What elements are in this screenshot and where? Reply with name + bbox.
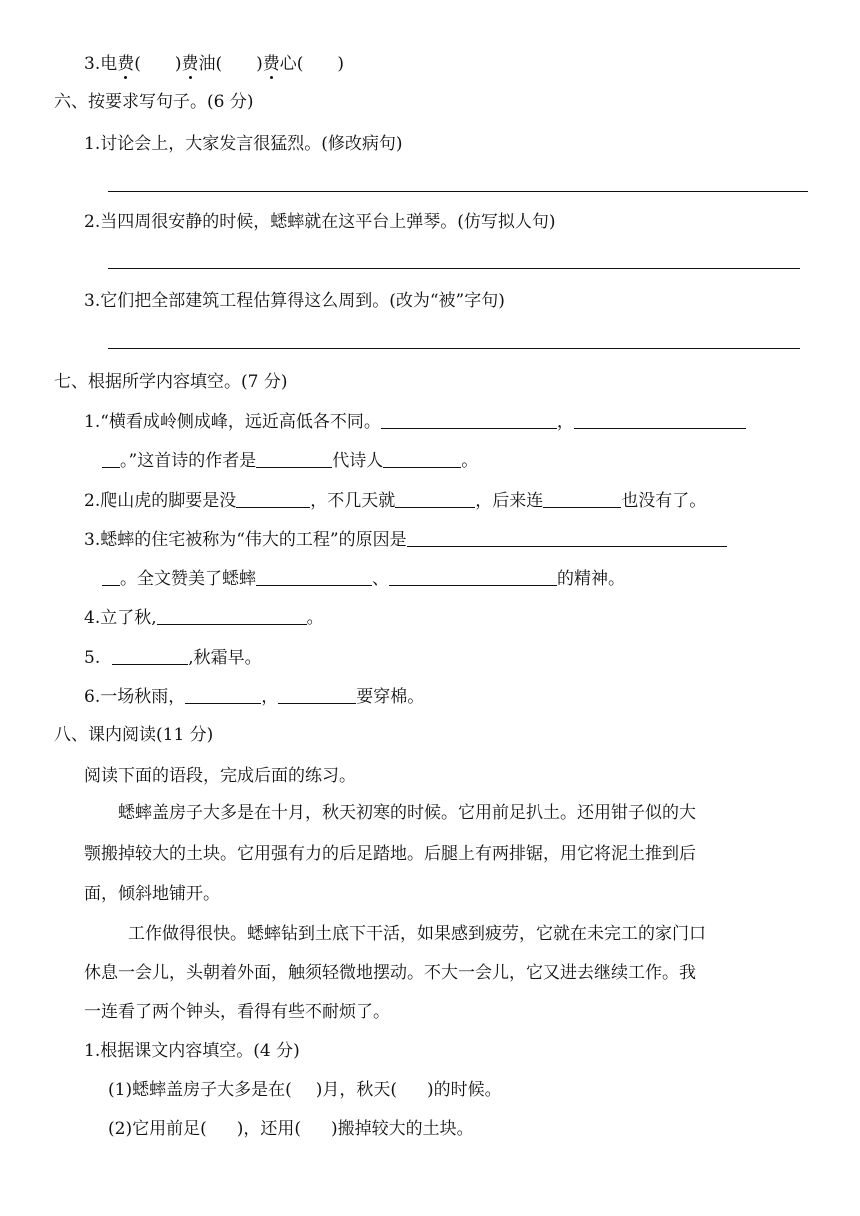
section7-q2 [84,489,706,513]
q-text: (1)蟋蟀盖房子大多是在( [108,1080,292,1100]
q-text: (2)它用前足( [108,1119,207,1139]
section8-title: 八、课内阅读(11 分) [54,725,214,745]
punctuation: 。 [461,451,479,471]
fill-blank[interactable] [256,567,372,586]
section6-title: 六、按要求写句子。(6 分) [54,92,254,112]
section7-q6 [84,685,424,709]
punctuation: 。 [306,608,324,628]
fill-blank[interactable] [278,685,356,704]
section8-q1-title: 1.根据课文内容填空。(4 分) [84,1041,300,1061]
word-char: 电 [100,54,118,74]
dotted-char: 费 [181,54,199,74]
fill-blank[interactable] [389,567,557,586]
passage1-line3: 面，倾斜地铺开。 [84,884,220,904]
section7-q1-line1 [84,410,746,434]
section6-item-1: 1.讨论会上，大家发言很猛烈。(修改病句) [84,134,403,154]
q-text: )，还用( [236,1119,301,1139]
fill-blank[interactable] [102,449,120,468]
dotted-char: 费 [262,54,280,74]
fill-blank[interactable] [574,410,746,429]
q-text: 要穿棉。 [356,687,425,707]
fill-blank[interactable] [256,449,332,468]
q-text: ,秋霜早。 [188,648,262,668]
answer-line-3[interactable] [108,348,800,349]
q-text: )月，秋天( [315,1080,397,1100]
passage1-line1: 蟋蟀盖房子大多是在十月，秋天初寒的时候。它用前足扒土。还用钳子似的大 [118,803,696,823]
fill-blank[interactable] [381,410,557,429]
section7-q5 [84,646,262,670]
q-text: 的精神。 [557,569,625,589]
passage1-line2: 颚搬掉较大的土块。它用强有力的后足踏地。后腿上有两排锯，用它将泥土推到后 [84,844,696,864]
poem-text: 1.“横看成岭侧成峰，远近高低各不同。 [84,412,381,432]
fill-blank[interactable] [383,449,461,468]
q-text: 5. [84,648,101,668]
answer-line-1[interactable] [108,191,808,192]
question-number: 3. [84,54,101,74]
q-text: )的时候。 [426,1080,502,1100]
q-text: 也没有了。 [621,491,707,511]
section6-item-2: 2.当四周很安静的时候，蟋蟀就在这平台上弹琴。(仿写拟人句) [84,212,556,232]
section7-q1-line2 [102,449,478,473]
q-text: 。”这首诗的作者是 [120,451,257,471]
answer-line-2[interactable] [108,268,800,269]
section8-q1-1 [108,1078,502,1102]
word-dot-row [84,52,344,76]
fill-blank[interactable] [236,489,310,508]
passage2-line2: 休息一会儿，头朝着外面，触须轻微地摆动。不大一会儿，它又进去继续工作。我 [84,963,696,983]
passage2-line3: 一连看了两个钟头，看得有些不耐烦了。 [84,1002,390,1022]
answer-paren[interactable]: ( ) [134,54,182,74]
word-char: 心 [279,54,297,74]
dotted-char: 费 [117,54,135,74]
fill-blank[interactable] [395,489,475,508]
section7-q3-line2 [102,567,625,591]
section8-q1-2 [108,1117,474,1141]
q-text: ，后来连 [475,491,544,511]
q-text: 3.蟋蟀的住宅被称为“伟大的工程”的原因是 [84,530,407,550]
fill-blank[interactable] [157,606,307,625]
fill-blank[interactable] [543,489,621,508]
fill-blank[interactable] [102,567,120,586]
q-text: 2.爬山虎的脚要是没 [84,491,237,511]
fill-blank[interactable] [112,646,188,665]
passage2-line1: 工作做得很快。蟋蟀钻到土底下干活，如果感到疲劳，它就在未完工的家门口 [128,924,706,944]
q-text: 4.立了秋, [84,608,157,628]
fill-blank[interactable] [407,528,727,547]
section7-q4 [84,606,324,630]
q-text: )搬掉较大的土块。 [330,1119,474,1139]
q-text: ，不几天就 [310,491,396,511]
section6-item-3: 3.它们把全部建筑工程估算得这么周到。(改为“被”字句) [84,291,505,311]
reading-instruction: 阅读下面的语段，完成后面的练习。 [84,766,356,786]
section7-q3-line1 [84,528,727,552]
punctuation: ， [556,412,574,432]
answer-paren[interactable]: ( ) [296,54,345,74]
answer-paren[interactable]: ( ) [215,54,263,74]
fill-blank[interactable] [185,685,261,704]
punctuation: 、 [372,569,389,589]
punctuation: ， [261,687,279,707]
q-text: 。全文赞美了蟋蟀 [120,569,256,589]
q-text: 6.一场秋雨， [84,687,186,707]
section7-title: 七、根据所学内容填空。(7 分) [54,372,288,392]
word-char: 油 [198,54,216,74]
q-text: 代诗人 [332,451,384,471]
